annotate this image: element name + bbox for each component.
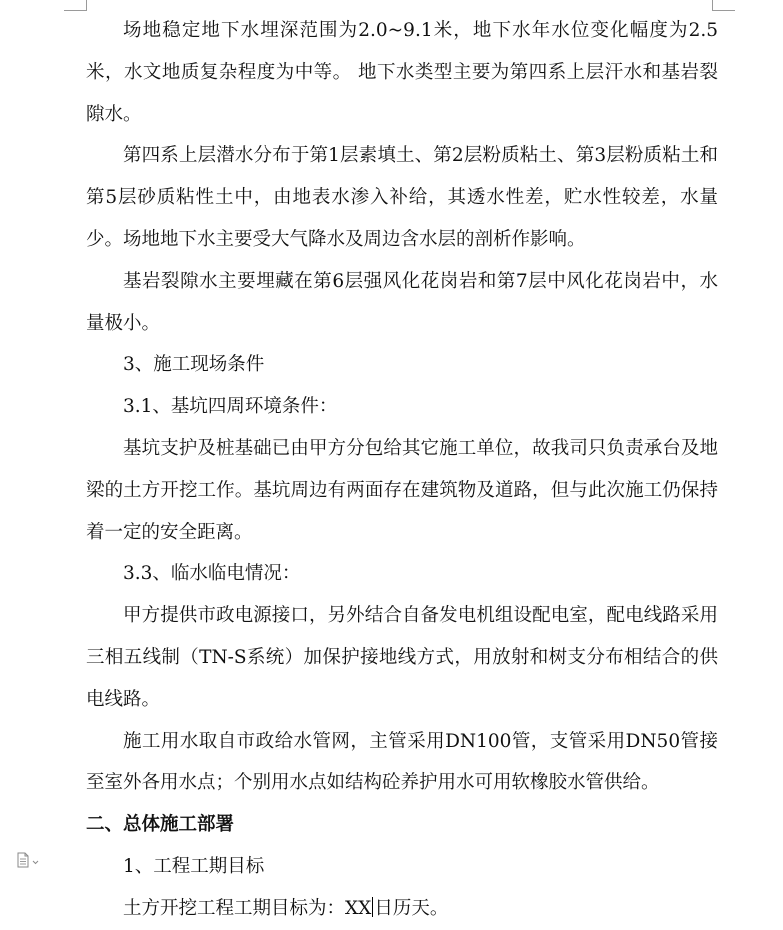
paragraph-quaternary-water: 第四系上层潜水分布于第1层素填土、第2层粉质粘土、第3层粉质粘土和第5层砂质粘性土中，由地表水渗入补给，其透水性差，贮水性较差，水量少。场地地下水主要受大气降水及周边含水层的剖析作影响。 <box>86 145 718 250</box>
paragraph-power-supply: 甲方提供市政电源接口，另外结合自备发电机组设配电室，配电线路采用三相五线制（TN-S系统）加保护接地线方式，用放射和树支分布相结合的供电线路。 <box>86 605 718 710</box>
document-body[interactable] <box>86 10 718 930</box>
paragraph-water-supply: 施工用水取自市政给水管网，主管采用DN100管，支管采用DN50管接至室外各用水点；个别用水点如结构砼养护用水可用软橡胶水管供给。 <box>86 730 718 794</box>
section-title-site-conditions: 3、施工现场条件 <box>123 354 265 376</box>
paragraph-groundwater-depth: 场地稳定地下水埋深范围为2.0~9.1米，地下水年水位变化幅度为2.5米，水文地质复杂程度为中等。 地下水类型主要为第四系上层汗水和基岩裂隙水。 <box>86 20 718 125</box>
subsection-title-pit-environment: 3.1、基坑四周环境条件： <box>123 396 338 418</box>
subheading-schedule-target: 1、工程工期目标 <box>123 855 265 877</box>
text-cursor <box>372 897 373 917</box>
document-icon[interactable] <box>16 852 46 868</box>
paragraph-pit-environment: 基坑支护及桩基础已由甲方分包给其它施工单位，故我司只负责承台及地梁的土方开挖工作。基坑周边有两面存在建筑物及道路，但与此次施工仍保持着一定的安全距离。 <box>86 437 718 543</box>
crop-mark-left <box>64 0 87 11</box>
subsection-title-temporary-utilities: 3.3、临水临电情况： <box>123 563 301 585</box>
paragraph-schedule-target[interactable] <box>86 888 718 930</box>
schedule-target-text-start: 土方开挖工程工期目标为：XX <box>123 897 372 919</box>
schedule-target-text-end: 日历天。 <box>374 897 449 919</box>
document-icon-svg <box>16 852 46 868</box>
paragraph-bedrock-water: 基岩裂隙水主要埋藏在第6层强风化花岗岩和第7层中风化花岗岩中，水量极小。 <box>86 270 718 334</box>
heading-overall-deployment: 二、总体施工部署 <box>86 814 235 836</box>
